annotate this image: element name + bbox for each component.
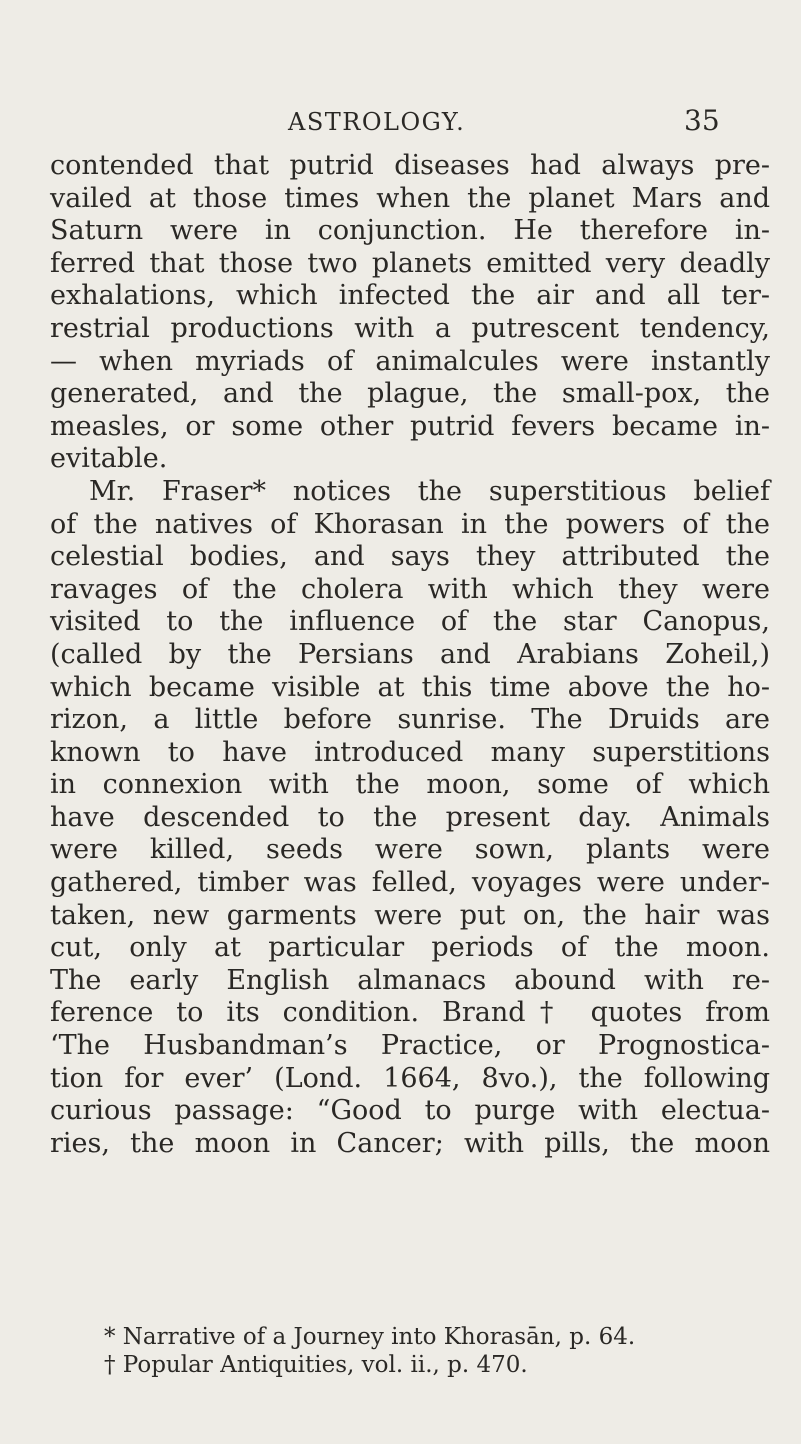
text-line: restrial productions with a putrescent tendency,	[50, 312, 770, 344]
text-line: of the natives of Khorasan in the powers of the	[50, 508, 770, 540]
page-number: 35	[684, 104, 720, 137]
text-line: in connexion with the moon, some of which	[50, 769, 770, 801]
text-line: visited to the influence of the star Canopus,	[50, 606, 770, 638]
text-line: Mr. Fraser* notices the superstitious belief	[89, 475, 770, 507]
text-line: known to have introduced many superstitions	[50, 736, 770, 768]
footnote: † Popular Antiquities, vol. ii., p. 470.	[104, 1352, 528, 1378]
text-line: ferred that those two planets emitted very deadly	[50, 247, 770, 279]
footnote: * Narrative of a Journey into Khorasān, p. 64.	[104, 1324, 636, 1350]
text-line: which became visible at this time above the ho-	[50, 671, 770, 703]
text-line: exhalations, which infected the air and all ter-	[50, 280, 770, 312]
footnotes	[104, 1323, 764, 1379]
body-text	[50, 150, 770, 1160]
text-line: — when myriads of animalcules were instantly	[50, 345, 770, 377]
text-line: cut, only at particular periods of the moon.	[50, 932, 770, 964]
text-line: rizon, a little before sunrise. The Druids are	[50, 704, 770, 736]
text-line: evitable.	[50, 443, 168, 475]
text-line: Saturn were in conjunction. He therefore in-	[50, 215, 770, 247]
text-line: vailed at those times when the planet Mars and	[50, 182, 770, 214]
text-line: ference to its condition. Brand† quotes from	[50, 997, 770, 1029]
text-line: curious passage: “Good to purge with electua-	[50, 1095, 770, 1127]
text-line: gathered, timber was felled, voyages were under-	[50, 867, 770, 899]
text-line: have descended to the present day. Animals	[50, 801, 770, 833]
text-line: contended that putrid diseases had always pre-	[50, 150, 770, 181]
text-line: ‘The Husbandman’s Practice, or Prognostica-	[50, 1030, 770, 1062]
text-line: were killed, seeds were sown, plants were	[50, 834, 770, 866]
text-line: tion for ever’ (Lond. 1664, 8vo.), the following	[50, 1062, 770, 1094]
text-line: The early English almanacs abound with re-	[50, 964, 770, 996]
text-line: measles, or some other putrid fevers became in-	[50, 410, 770, 442]
text-line: ravages of the cholera with which they were	[50, 573, 770, 605]
text-line: taken, new garments were put on, the hair was	[50, 899, 770, 931]
text-line: generated, and the plague, the small-pox, the	[50, 378, 770, 410]
running-head: ASTROLOGY.	[288, 108, 466, 136]
text-line: (called by the Persians and Arabians Zoheil,)	[50, 638, 770, 670]
text-line: ries, the moon in Cancer; with pills, the moon	[50, 1127, 770, 1159]
text-line: celestial bodies, and says they attributed the	[50, 541, 770, 573]
page-header	[0, 104, 801, 142]
